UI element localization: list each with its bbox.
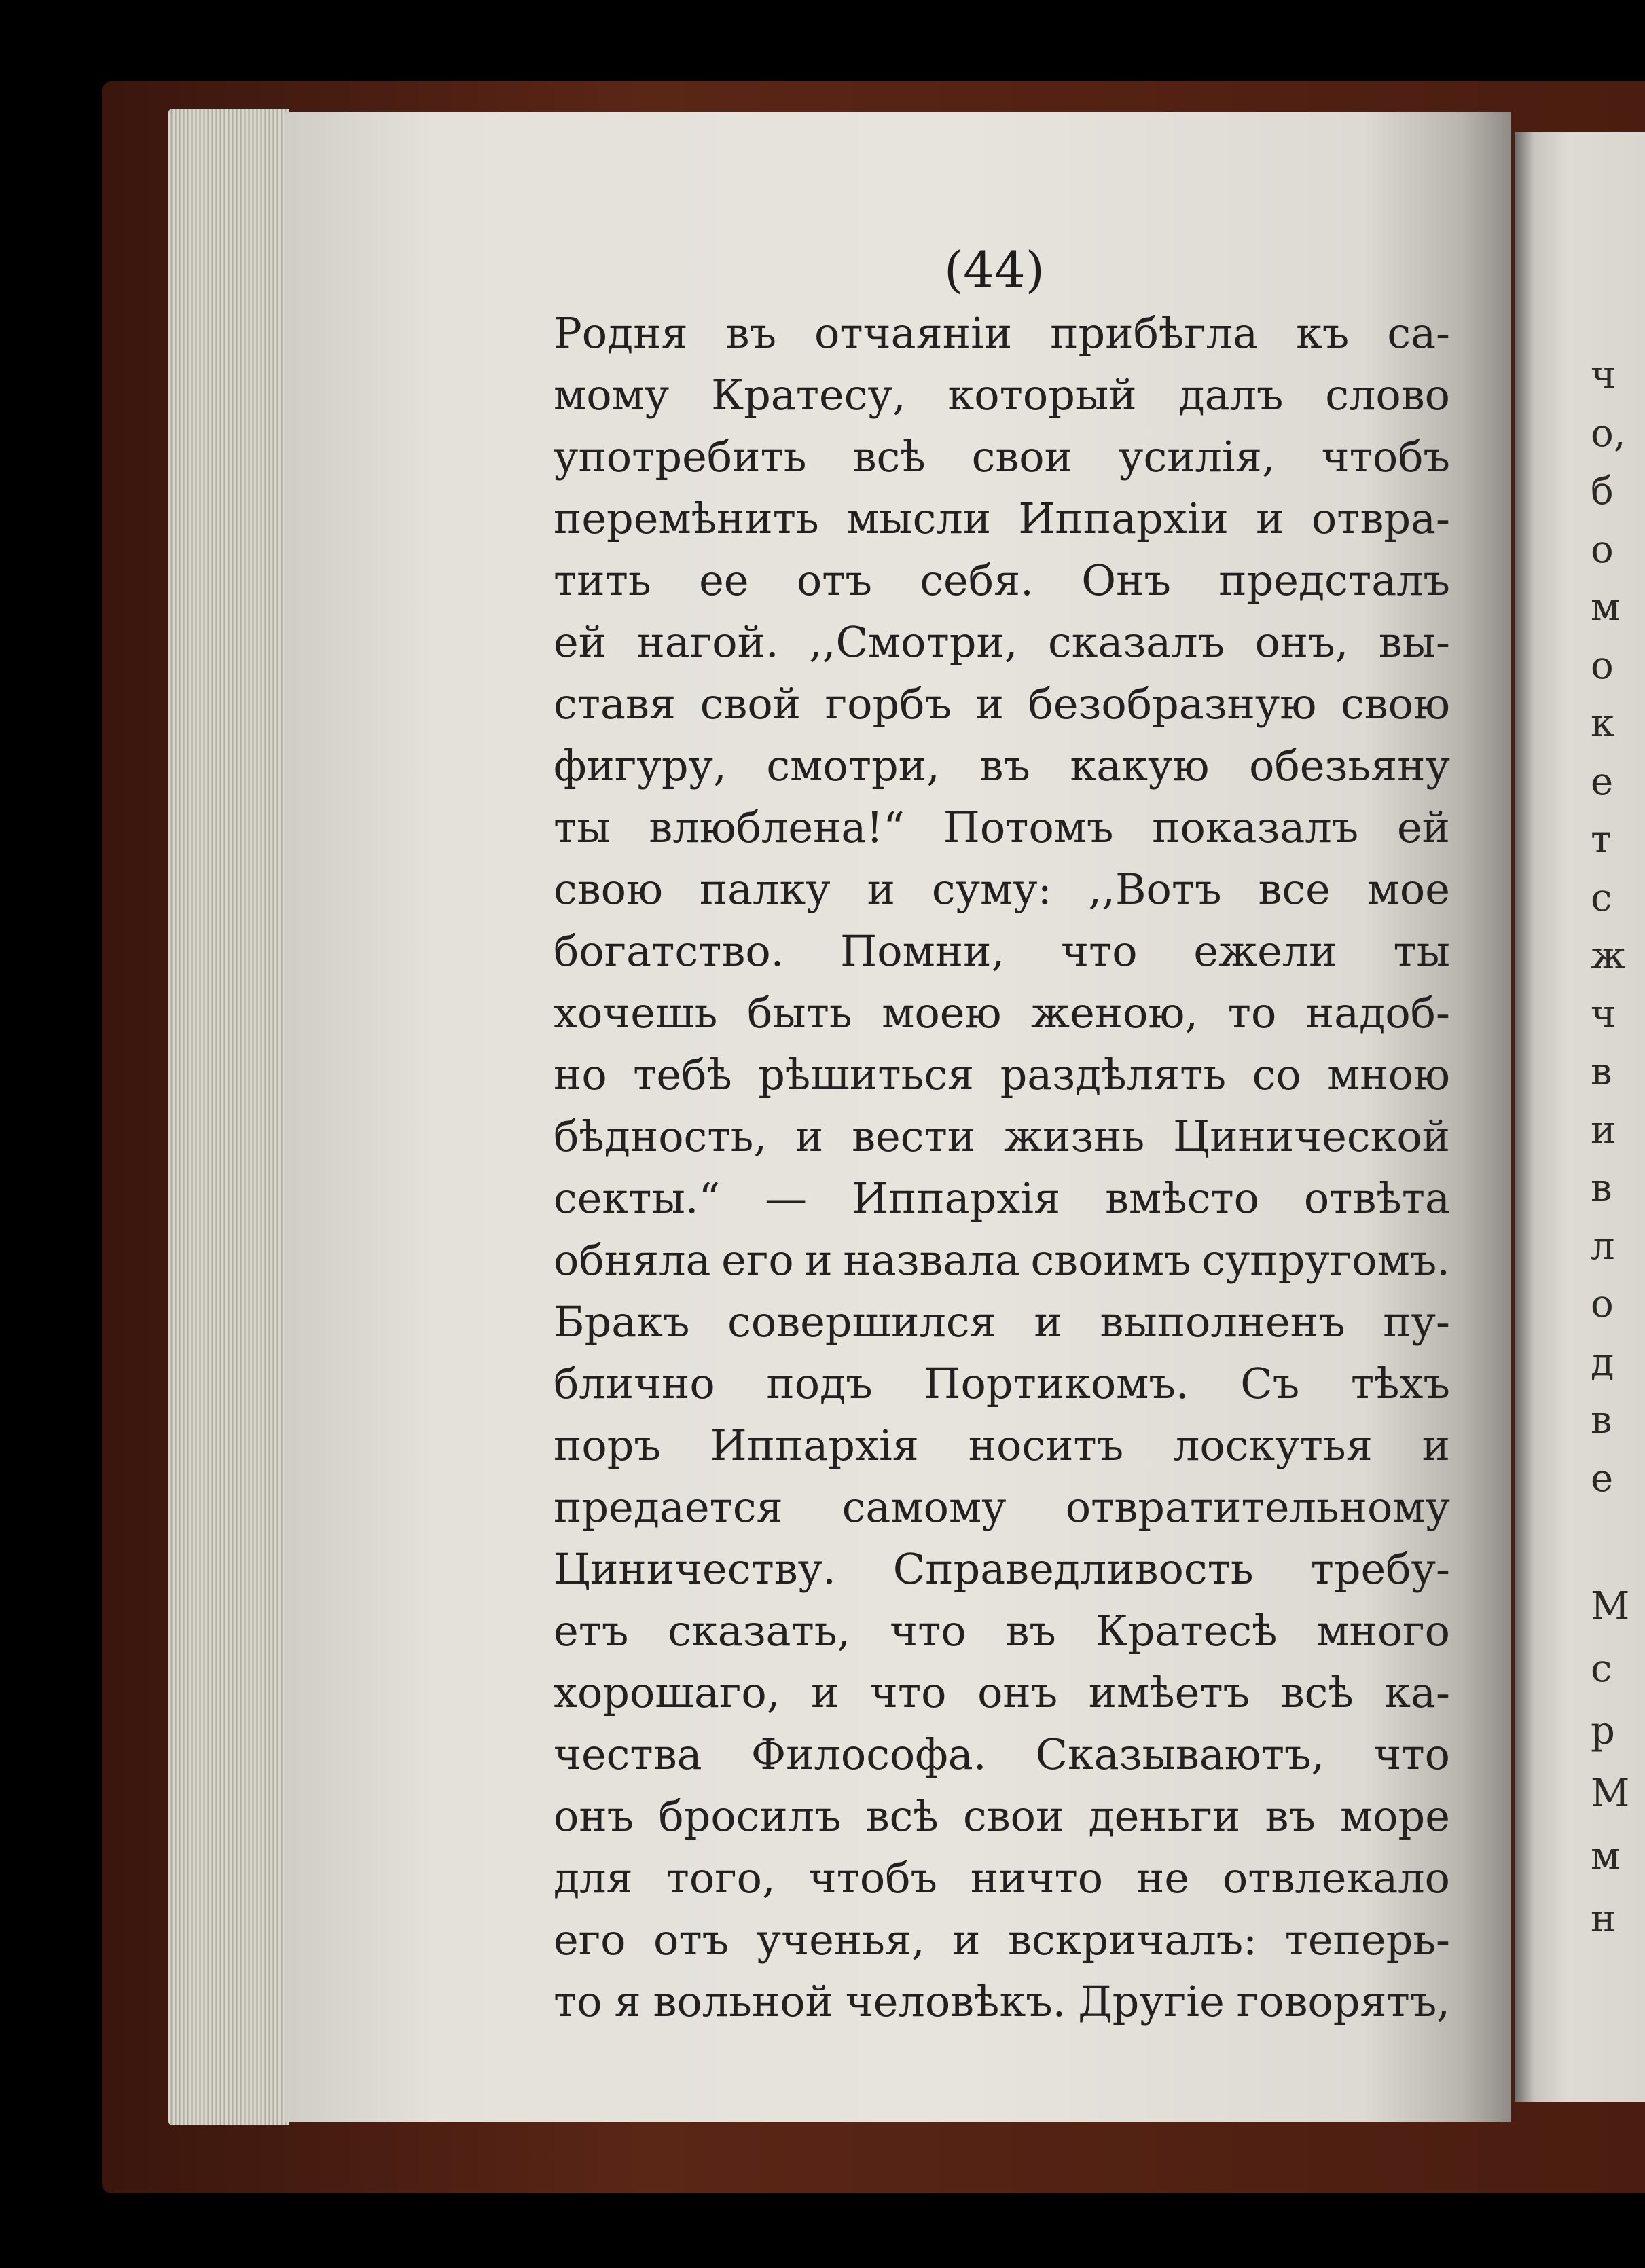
word: совершился (727, 1297, 996, 1347)
word: отвра- (1311, 494, 1450, 543)
word: какую (1070, 741, 1210, 790)
word: который (947, 370, 1137, 420)
text-line (554, 1971, 1450, 2032)
text-line (554, 549, 1450, 611)
facing-page-line: ж (1591, 934, 1626, 978)
word: жизнь (1003, 1112, 1145, 1161)
text-line (554, 364, 1450, 426)
facing-page-line: р (1591, 1709, 1615, 1753)
word: Съ (1240, 1359, 1300, 1408)
facing-page-line: о (1591, 527, 1614, 572)
facing-page-line: ч (1591, 353, 1616, 397)
word: слово (1325, 370, 1450, 420)
word: подъ (766, 1359, 873, 1408)
word: мое (1367, 864, 1450, 914)
word: са- (1387, 308, 1450, 358)
word: всѣ (852, 432, 926, 481)
word: Иппархія (851, 1173, 1061, 1223)
text-line (554, 1414, 1450, 1476)
facing-page-line: М (1591, 1584, 1630, 1628)
word: горбъ (825, 679, 952, 729)
word: Иппархіи (1018, 494, 1229, 543)
word: надоб- (1305, 988, 1450, 1038)
facing-page-line: е (1591, 1456, 1614, 1501)
text-line (554, 1847, 1450, 1909)
text-line (554, 735, 1450, 797)
word: назвала (843, 1235, 1020, 1285)
word: показалъ (1152, 803, 1359, 852)
word: требу- (1310, 1544, 1450, 1594)
word: въ (1265, 1791, 1316, 1841)
word: Портикомъ. (924, 1359, 1189, 1408)
word: моею (882, 988, 1002, 1038)
text-line (554, 1723, 1450, 1785)
facing-page-line: в (1591, 1398, 1612, 1442)
word: ка- (1384, 1668, 1450, 1717)
text-line (554, 1044, 1450, 1105)
word: чества (554, 1730, 702, 1779)
word: вмѣсто (1105, 1173, 1259, 1223)
word: мому (554, 370, 670, 420)
word: всѣ (1280, 1668, 1354, 1717)
word: и (795, 1112, 824, 1161)
word: и (1422, 1421, 1450, 1470)
word: что (890, 1606, 966, 1656)
word: въ (979, 741, 1030, 790)
word: Циничеству. (554, 1544, 836, 1594)
word: много (1316, 1606, 1450, 1656)
text-line (554, 982, 1450, 1044)
word: употребить (554, 432, 807, 481)
word: свою (1341, 679, 1450, 729)
facing-page-line: к (1591, 701, 1614, 746)
word: своимъ (1030, 1235, 1191, 1285)
word: выполненъ (1100, 1297, 1345, 1347)
word: секты.“ (554, 1173, 721, 1223)
text-line (554, 797, 1450, 858)
word: имѣетъ (1088, 1668, 1250, 1717)
word: блично (554, 1359, 715, 1408)
text-line (554, 1167, 1450, 1229)
word: влюблена!“ (649, 803, 905, 852)
word: отвратительному (1065, 1482, 1450, 1532)
facing-page-line: о, (1591, 411, 1626, 456)
facing-page-line: л (1591, 1224, 1615, 1268)
word: ничто (970, 1853, 1104, 1903)
word: и (811, 1668, 839, 1717)
word: все (1258, 864, 1331, 914)
word: море (1340, 1791, 1450, 1841)
word: сказалъ (1047, 617, 1225, 667)
word: фигуру, (554, 741, 727, 790)
page-number: (44) (944, 241, 1045, 298)
word: свои (962, 1791, 1064, 1841)
facing-page-line: о (1591, 643, 1614, 688)
word: отвѣта (1303, 1173, 1450, 1223)
word: что (1373, 1730, 1450, 1779)
word: и (1034, 1297, 1062, 1347)
word: Помни, (840, 926, 1005, 976)
word: Кратесу, (711, 370, 906, 420)
word: пу- (1383, 1297, 1450, 1347)
word: то (1227, 988, 1277, 1038)
word: говорятъ, (1236, 1977, 1450, 2026)
word: бросилъ (658, 1791, 842, 1841)
word: ты (1393, 926, 1450, 976)
facing-page-line: т (1591, 818, 1612, 862)
word: ,,Вотъ (1088, 864, 1222, 914)
word: лоскутья (1172, 1421, 1373, 1470)
facing-page-line: в (1591, 1050, 1612, 1094)
word: далъ (1178, 370, 1284, 420)
word: ставя (554, 679, 676, 729)
word: вы- (1378, 617, 1450, 667)
word: въ (1005, 1606, 1056, 1656)
word: для (554, 1853, 633, 1903)
word: и (1256, 494, 1284, 543)
word: женою, (1031, 988, 1199, 1038)
facing-page-text-1 (1591, 346, 1645, 1507)
word: Сказываютъ, (1035, 1730, 1325, 1779)
facing-page-line: м (1591, 1834, 1621, 1878)
text-line (554, 1476, 1450, 1538)
word: мысли (846, 494, 992, 543)
word: богатство. (554, 926, 784, 976)
text-line (554, 611, 1450, 673)
word: его (721, 1235, 794, 1285)
word: отъ (796, 555, 872, 605)
text-line (554, 1538, 1450, 1600)
word: его (554, 1915, 626, 1964)
facing-page-line: н (1591, 1897, 1616, 1941)
word: супругомъ. (1201, 1235, 1450, 1285)
word: Справедливость (892, 1544, 1254, 1594)
word: ты (554, 803, 611, 852)
word: я (614, 1977, 641, 2026)
text-line (554, 1909, 1450, 1971)
word: вскричалъ: (1007, 1915, 1258, 1964)
text-line (554, 1600, 1450, 1662)
word: обняла (554, 1235, 711, 1285)
word: смотри, (766, 741, 940, 790)
facing-page-text-2 (1591, 1575, 1645, 1950)
word: предсталъ (1218, 555, 1450, 605)
text-line (554, 302, 1450, 364)
text-line (554, 488, 1450, 549)
word: чтобъ (1321, 432, 1450, 481)
word: ,,Смотри, (809, 617, 1018, 667)
text-line (554, 1229, 1450, 1291)
word: нагой. (636, 617, 779, 667)
word: бѣдность, (554, 1112, 767, 1161)
word: онъ, (1254, 617, 1349, 667)
word: къ (1296, 308, 1350, 358)
facing-page-line: с (1591, 875, 1612, 920)
word: Родня (554, 308, 688, 358)
word: отъ (653, 1915, 729, 1964)
word: теперь- (1284, 1915, 1450, 1964)
word: палку (699, 864, 831, 914)
text-line (554, 673, 1450, 735)
facing-page-line: с (1591, 1647, 1612, 1691)
word: себя. (920, 555, 1034, 605)
word: тить (554, 555, 651, 605)
word: отчаяніи (814, 308, 1013, 358)
word: мною (1327, 1050, 1450, 1099)
word: того, (666, 1853, 776, 1903)
word: и (952, 1915, 981, 1964)
word: суму: (931, 864, 1052, 914)
word: Другіе (1078, 1977, 1225, 2026)
word: въ (725, 308, 777, 358)
page-edges (168, 109, 289, 2125)
facing-page-line: М (1591, 1772, 1630, 1816)
word: не (1136, 1853, 1190, 1903)
word: Онъ (1081, 555, 1171, 605)
word: Потомъ (943, 803, 1114, 852)
word: етъ (554, 1606, 629, 1656)
facing-page-line: о (1591, 1282, 1614, 1326)
word: Бракъ (554, 1297, 690, 1347)
word: Философа. (751, 1730, 987, 1779)
word: поръ (554, 1421, 661, 1470)
word: вольной (653, 1977, 833, 2026)
text-line (554, 1291, 1450, 1353)
word: ежели (1193, 926, 1337, 976)
word: самому (842, 1482, 1007, 1532)
word: онъ (554, 1791, 634, 1841)
facing-page-line: м (1591, 585, 1621, 629)
word: обезьяну (1249, 741, 1450, 790)
word: но (554, 1050, 607, 1099)
text-line (554, 920, 1450, 982)
word: прибѣгла (1050, 308, 1259, 358)
word: Кратесѣ (1095, 1606, 1278, 1656)
word: безобразную (1028, 679, 1317, 729)
word: тебѣ (633, 1050, 732, 1099)
text-line (554, 426, 1450, 488)
word: человѣкъ. (845, 1977, 1066, 2026)
word: ей (554, 617, 607, 667)
word: ее (699, 555, 749, 605)
word: ей (1396, 803, 1450, 852)
facing-page-line: в (1591, 1166, 1612, 1210)
word: Иппархія (710, 1421, 919, 1470)
word: и (804, 1235, 833, 1285)
text-line (554, 1785, 1450, 1847)
word: что (1060, 926, 1138, 976)
word: хочешь (554, 988, 718, 1038)
page-text (554, 302, 1450, 2032)
word: усилія, (1118, 432, 1276, 481)
facing-page-line: д (1591, 1340, 1614, 1385)
word: предается (554, 1482, 783, 1532)
word: ученья, (756, 1915, 925, 1964)
word: и (975, 679, 1004, 729)
text-line (554, 1662, 1450, 1723)
word: свой (700, 679, 801, 729)
facing-page-line: и (1591, 1108, 1616, 1152)
word: и (867, 864, 895, 914)
word: чтобъ (808, 1853, 937, 1903)
word: отвлекало (1222, 1853, 1450, 1903)
word: свои (971, 432, 1072, 481)
word: раздѣлять (1000, 1050, 1227, 1099)
word: вести (852, 1112, 976, 1161)
text-line (554, 858, 1450, 920)
word: — (765, 1173, 808, 1223)
word: хорошаго, (554, 1668, 780, 1717)
word: быть (746, 988, 852, 1038)
word: рѣшиться (758, 1050, 975, 1099)
word: всѣ (865, 1791, 939, 1841)
word: сказать, (668, 1606, 851, 1656)
facing-page-line: б (1591, 469, 1614, 513)
word: перемѣнить (554, 494, 819, 543)
word: тѣхъ (1350, 1359, 1450, 1408)
word: деньги (1088, 1791, 1241, 1841)
text-line (554, 1105, 1450, 1167)
word: свою (554, 864, 663, 914)
text-line (554, 1353, 1450, 1414)
word: то (554, 1977, 602, 2026)
word: носитъ (968, 1421, 1124, 1470)
facing-page-line: е (1591, 759, 1614, 804)
word: онъ (977, 1668, 1058, 1717)
word: со (1252, 1050, 1301, 1099)
word: Цинической (1173, 1112, 1450, 1161)
facing-page-line: ч (1591, 991, 1616, 1036)
word: что (869, 1668, 947, 1717)
